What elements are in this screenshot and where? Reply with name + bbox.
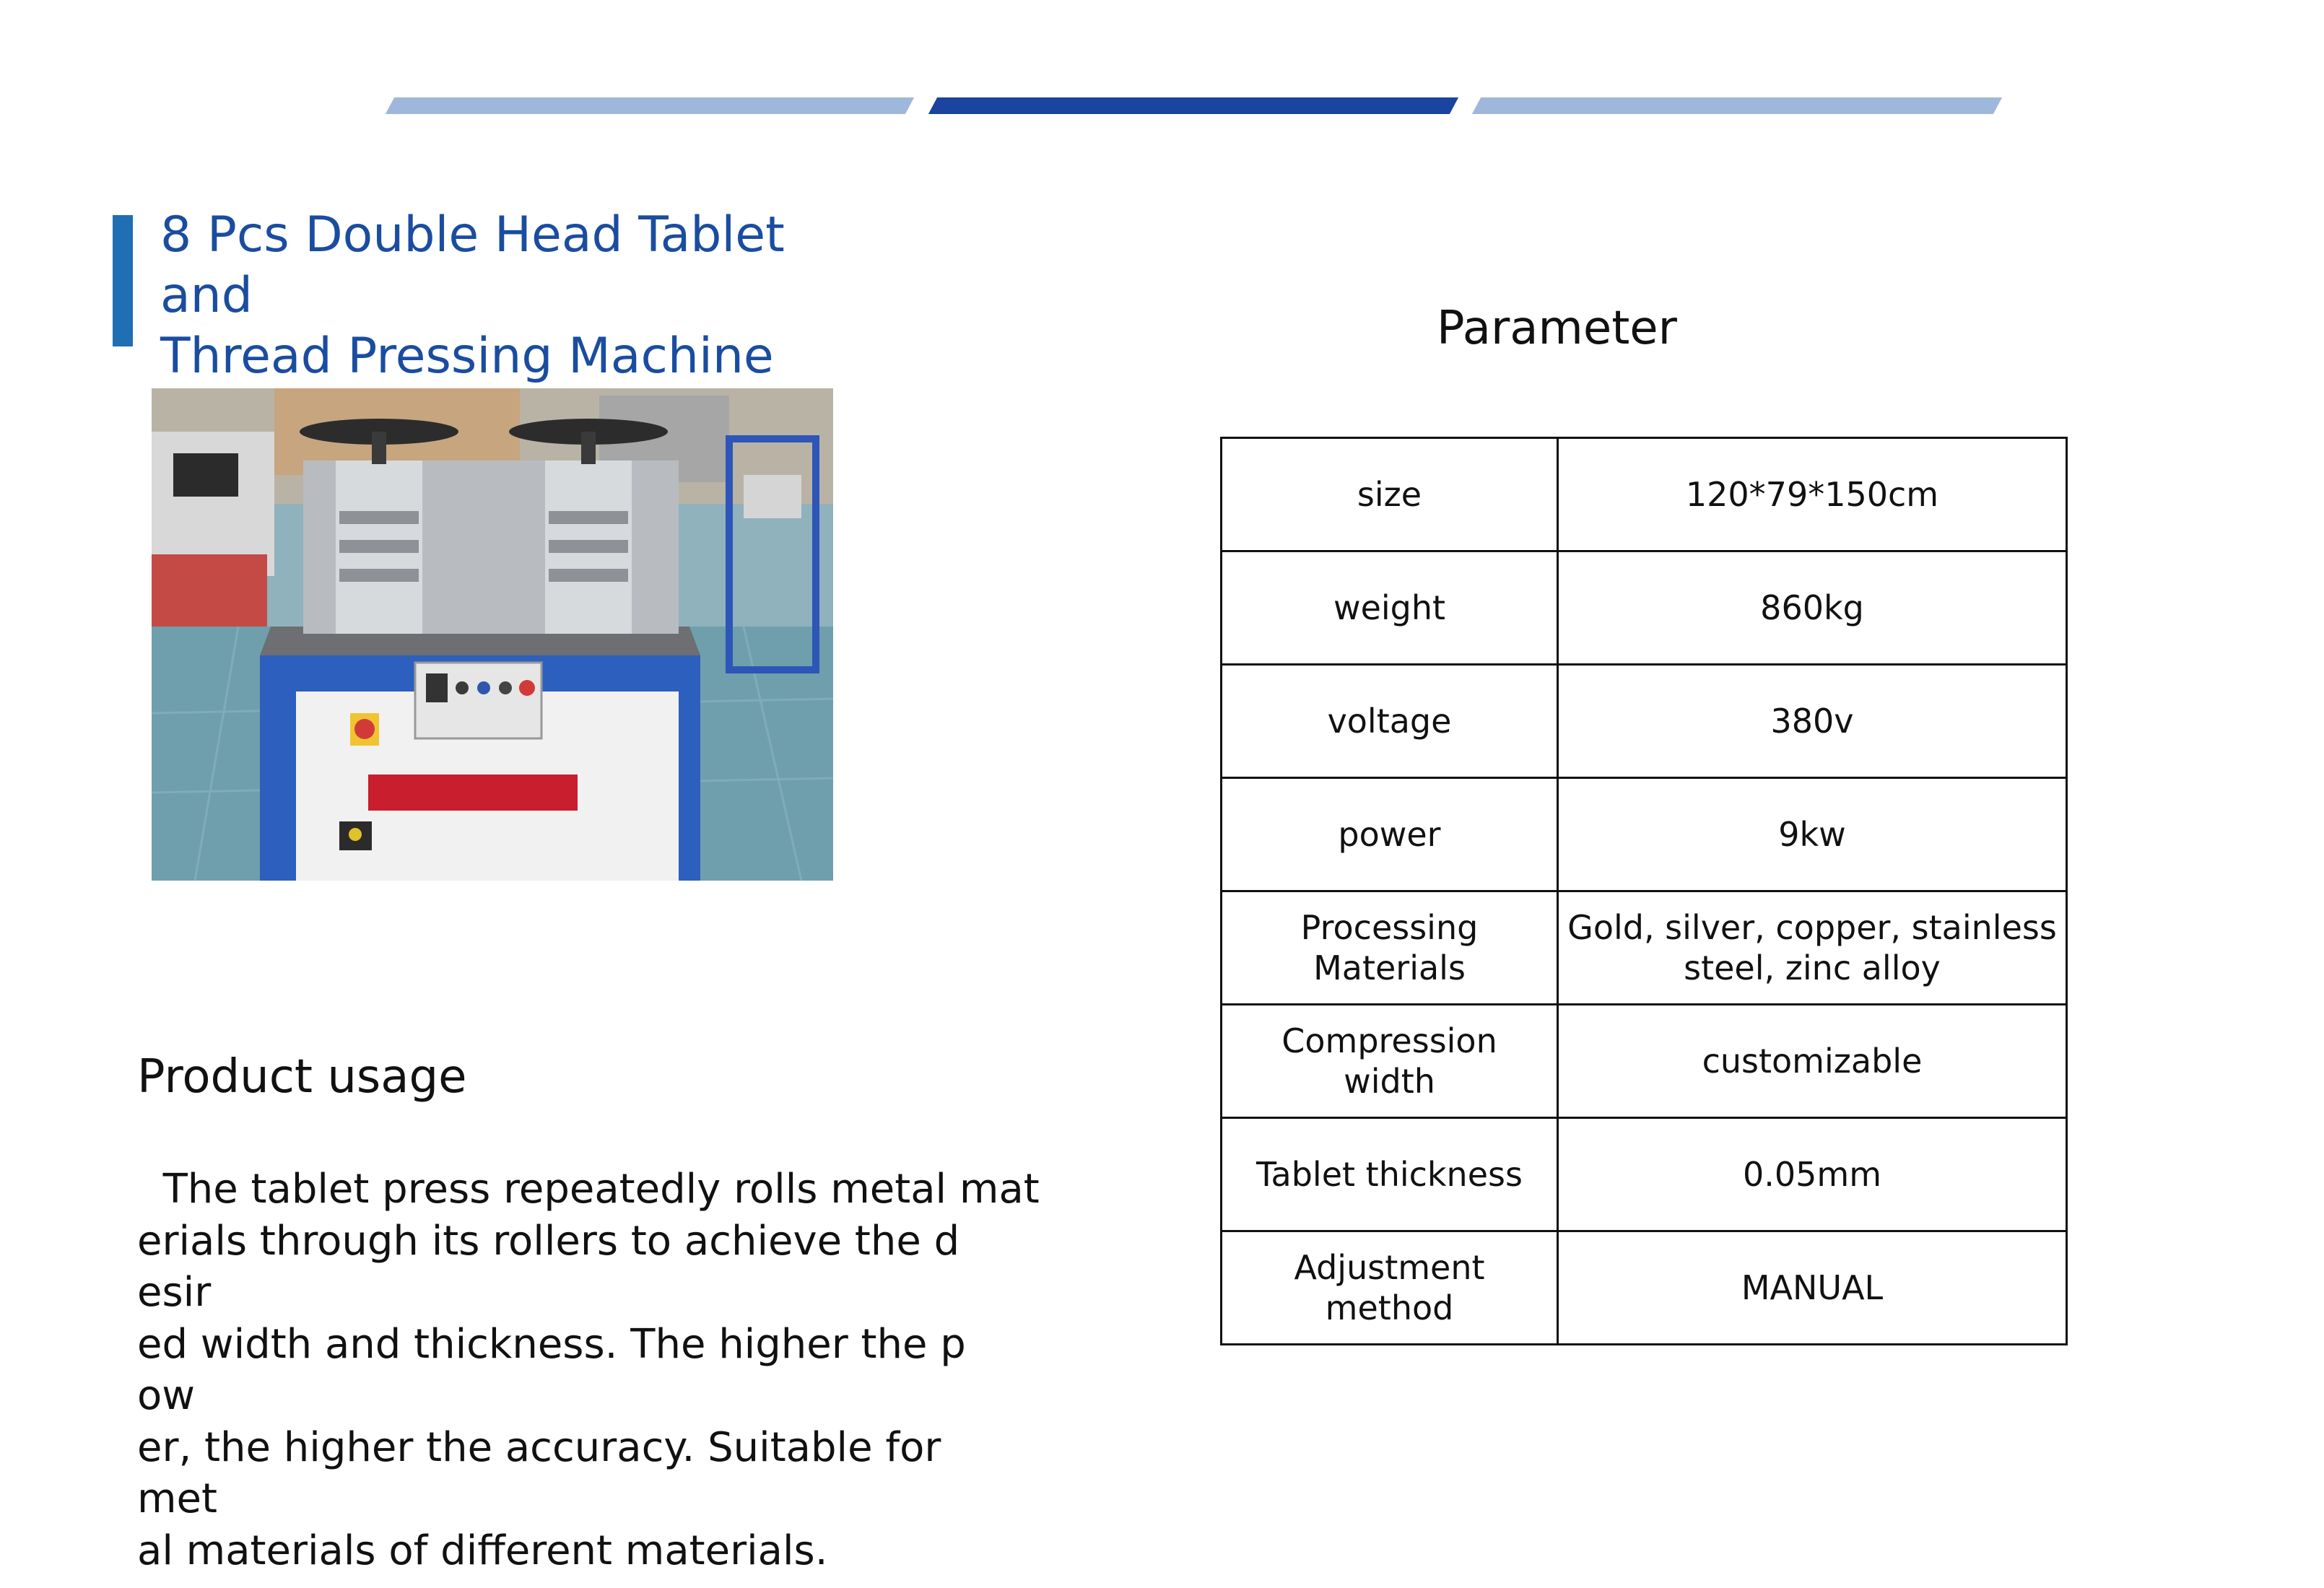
usage-line: erials through its rollers to achieve the desir — [137, 1217, 960, 1316]
header-stripe-center — [928, 97, 1458, 114]
param-key: Compression width — [1222, 1005, 1558, 1118]
header-stripe-right — [1472, 97, 2002, 114]
header-stripe-left — [386, 97, 914, 114]
param-key: power — [1222, 778, 1558, 891]
param-key: weight — [1222, 551, 1558, 665]
usage-description — [137, 1164, 1040, 1576]
param-key: size — [1222, 438, 1558, 551]
param-value: 860kg — [1558, 551, 2067, 665]
param-value: 120*79*150cm — [1558, 438, 2067, 551]
param-key: Tablet thickness — [1222, 1118, 1558, 1231]
usage-heading: Product usage — [137, 1050, 467, 1104]
table-row — [1222, 1231, 2067, 1345]
param-key: Adjustment method — [1222, 1231, 1558, 1345]
usage-line: The tablet press repeatedly rolls metal mat — [137, 1166, 1040, 1213]
usage-line: ed width and thickness. The higher the pow — [137, 1320, 966, 1419]
param-value: MANUAL — [1558, 1231, 2067, 1345]
table-row — [1222, 778, 2067, 891]
table-row — [1222, 1118, 2067, 1231]
param-key: voltage — [1222, 665, 1558, 778]
title-accent-bar — [113, 215, 133, 346]
param-value: 0.05mm — [1558, 1118, 2067, 1231]
param-value: 9kw — [1558, 778, 2067, 891]
table-row — [1222, 551, 2067, 665]
param-value: Gold, silver, copper, stainless steel, zinc alloy — [1558, 891, 2067, 1005]
usage-line: er, the higher the accuracy. Suitable for met — [137, 1423, 941, 1522]
title-line-2: Thread Pressing Machine — [160, 328, 774, 385]
param-value: customizable — [1558, 1005, 2067, 1118]
table-row — [1222, 665, 2067, 778]
parameter-heading: Parameter — [1437, 302, 1677, 355]
parameter-table — [1220, 437, 2068, 1345]
table-row — [1222, 891, 2067, 1005]
title-line-1: 8 Pcs Double Head Tablet and — [160, 206, 785, 324]
table-row — [1222, 438, 2067, 551]
param-value: 380v — [1558, 665, 2067, 778]
page-title — [160, 205, 882, 387]
table-row — [1222, 1005, 2067, 1118]
param-key: Processing Materials — [1222, 891, 1558, 1005]
usage-line: al materials of different materials. — [137, 1527, 828, 1574]
product-photo — [152, 388, 833, 881]
